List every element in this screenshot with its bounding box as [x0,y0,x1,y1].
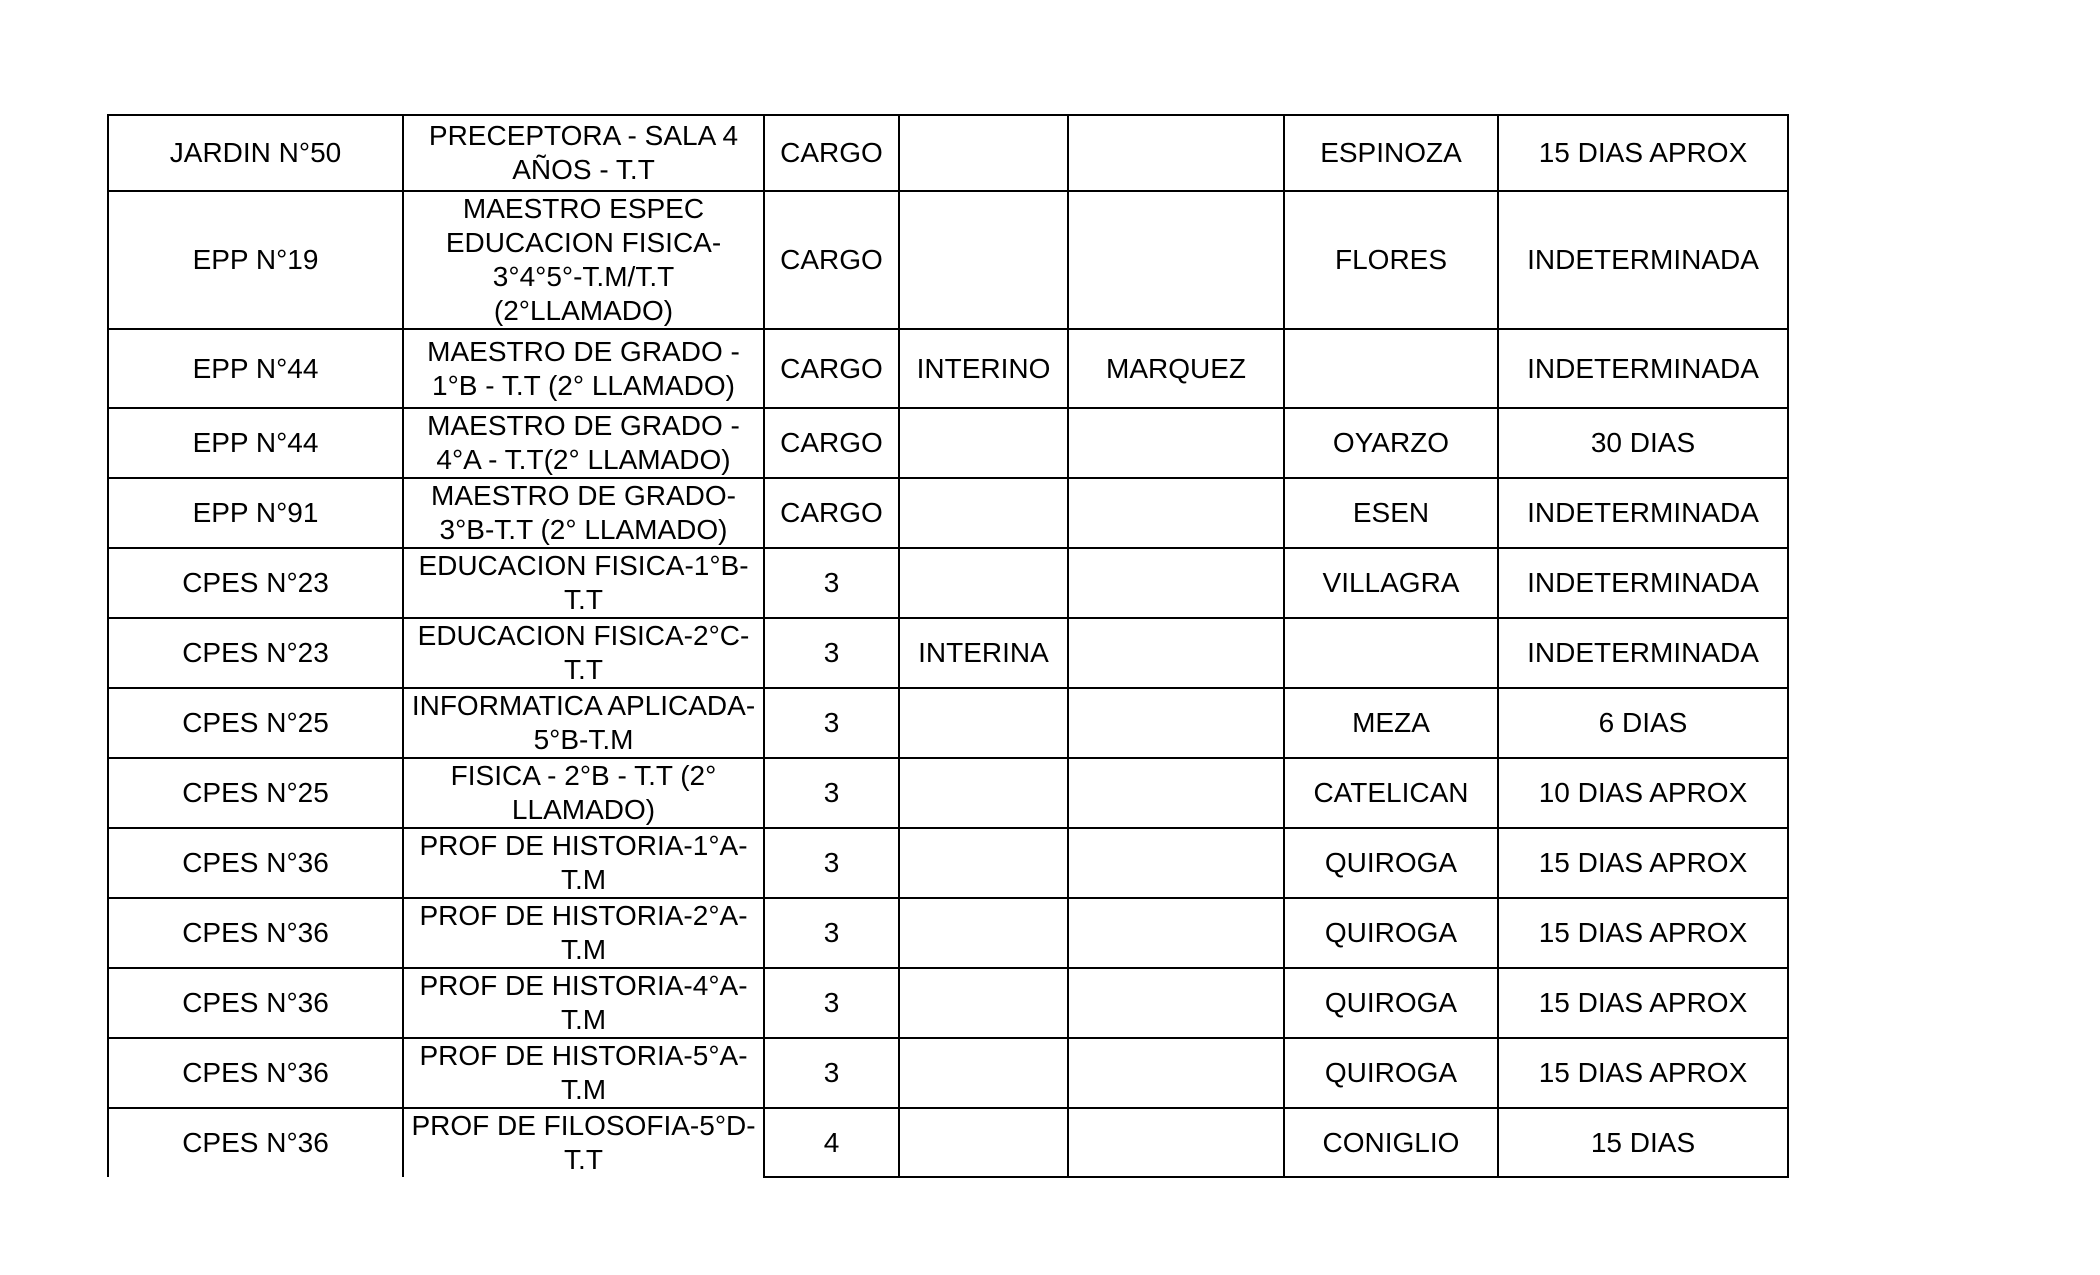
school-cell: CPES N°23 [108,618,403,688]
holder-cell [1068,758,1284,828]
replaced-cell: QUIROGA [1284,828,1498,898]
holder-cell [1068,828,1284,898]
duration-cell: 15 DIAS APROX [1498,115,1788,191]
position-cell: PROF DE FILOSOFIA-5°D-T.T [403,1108,764,1177]
holder-cell [1068,191,1284,329]
table-row [108,688,1788,758]
holder-cell [1068,115,1284,191]
school-cell: CPES N°36 [108,828,403,898]
school-cell: CPES N°36 [108,1108,403,1177]
table-row [108,548,1788,618]
holder-cell [1068,478,1284,548]
position-cell: PRECEPTORA - SALA 4 AÑOS - T.T [403,115,764,191]
holder-cell [1068,408,1284,478]
position-cell: MAESTRO ESPEC EDUCACION FISICA-3°4°5°-T.M/T.T (2°LLAMADO) [403,191,764,329]
duration-cell: INDETERMINADA [1498,548,1788,618]
table-row [108,1108,1788,1177]
hours-cell: 3 [764,758,899,828]
duration-cell: INDETERMINADA [1498,329,1788,408]
holder-cell [1068,618,1284,688]
status-cell: INTERINA [899,618,1068,688]
duration-cell: 6 DIAS [1498,688,1788,758]
school-cell: CPES N°36 [108,898,403,968]
table-row [108,898,1788,968]
table-row [108,408,1788,478]
position-cell: EDUCACION FISICA-2°C-T.T [403,618,764,688]
position-cell: MAESTRO DE GRADO-3°B-T.T (2° LLAMADO) [403,478,764,548]
replaced-cell: OYARZO [1284,408,1498,478]
holder-cell [1068,968,1284,1038]
status-cell [899,968,1068,1038]
position-cell: PROF DE HISTORIA-5°A-T.M [403,1038,764,1108]
school-cell: EPP N°44 [108,329,403,408]
holder-cell [1068,1108,1284,1177]
hours-cell: 3 [764,1038,899,1108]
replaced-cell: VILLAGRA [1284,548,1498,618]
replaced-cell: FLORES [1284,191,1498,329]
holder-cell [1068,548,1284,618]
table-row [108,618,1788,688]
table-row [108,968,1788,1038]
duration-cell: 15 DIAS APROX [1498,828,1788,898]
duration-cell: 15 DIAS APROX [1498,898,1788,968]
status-cell [899,548,1068,618]
hours-cell: CARGO [764,115,899,191]
hours-cell: 3 [764,968,899,1038]
hours-cell: 4 [764,1108,899,1177]
holder-cell [1068,898,1284,968]
status-cell [899,758,1068,828]
replaced-cell: MEZA [1284,688,1498,758]
school-cell: EPP N°91 [108,478,403,548]
hours-cell: CARGO [764,478,899,548]
school-cell: JARDIN N°50 [108,115,403,191]
status-cell [899,898,1068,968]
replaced-cell: ESPINOZA [1284,115,1498,191]
table-row [108,1038,1788,1108]
duration-cell: 30 DIAS [1498,408,1788,478]
table-row [108,191,1788,329]
status-cell [899,688,1068,758]
duration-cell: INDETERMINADA [1498,618,1788,688]
hours-cell: 3 [764,898,899,968]
hours-cell: 3 [764,688,899,758]
duration-cell: INDETERMINADA [1498,191,1788,329]
replaced-cell: QUIROGA [1284,898,1498,968]
status-cell [899,478,1068,548]
position-cell: MAESTRO DE GRADO - 1°B - T.T (2° LLAMADO) [403,329,764,408]
status-cell [899,408,1068,478]
holder-cell [1068,1038,1284,1108]
table-row [108,329,1788,408]
replaced-cell [1284,618,1498,688]
hours-cell: 3 [764,828,899,898]
school-cell: CPES N°36 [108,1038,403,1108]
position-cell: EDUCACION FISICA-1°B-T.T [403,548,764,618]
status-cell [899,828,1068,898]
position-cell: INFORMATICA APLICADA-5°B-T.M [403,688,764,758]
school-cell: EPP N°19 [108,191,403,329]
table-row [108,115,1788,191]
position-cell: FISICA - 2°B - T.T (2° LLAMADO) [403,758,764,828]
hours-cell: 3 [764,618,899,688]
replaced-cell: CONIGLIO [1284,1108,1498,1177]
replaced-cell [1284,329,1498,408]
duration-cell: 15 DIAS APROX [1498,1038,1788,1108]
duration-cell: INDETERMINADA [1498,478,1788,548]
holder-cell [1068,688,1284,758]
table-row [108,758,1788,828]
school-cell: CPES N°25 [108,758,403,828]
status-cell: INTERINO [899,329,1068,408]
position-cell: PROF DE HISTORIA-2°A-T.M [403,898,764,968]
duration-cell: 10 DIAS APROX [1498,758,1788,828]
holder-cell: MARQUEZ [1068,329,1284,408]
position-cell: PROF DE HISTORIA-1°A-T.M [403,828,764,898]
hours-cell: 3 [764,548,899,618]
replaced-cell: QUIROGA [1284,1038,1498,1108]
position-cell: PROF DE HISTORIA-4°A-T.M [403,968,764,1038]
hours-cell: CARGO [764,191,899,329]
school-cell: CPES N°25 [108,688,403,758]
school-cell: EPP N°44 [108,408,403,478]
status-cell [899,191,1068,329]
table-row [108,828,1788,898]
status-cell [899,1038,1068,1108]
vacancies-table [107,114,1789,1178]
replaced-cell: QUIROGA [1284,968,1498,1038]
hours-cell: CARGO [764,408,899,478]
replaced-cell: ESEN [1284,478,1498,548]
replaced-cell: CATELICAN [1284,758,1498,828]
hours-cell: CARGO [764,329,899,408]
duration-cell: 15 DIAS APROX [1498,968,1788,1038]
position-cell: MAESTRO DE GRADO - 4°A - T.T(2° LLAMADO) [403,408,764,478]
status-cell [899,1108,1068,1177]
table-row [108,478,1788,548]
school-cell: CPES N°36 [108,968,403,1038]
school-cell: CPES N°23 [108,548,403,618]
duration-cell: 15 DIAS [1498,1108,1788,1177]
status-cell [899,115,1068,191]
